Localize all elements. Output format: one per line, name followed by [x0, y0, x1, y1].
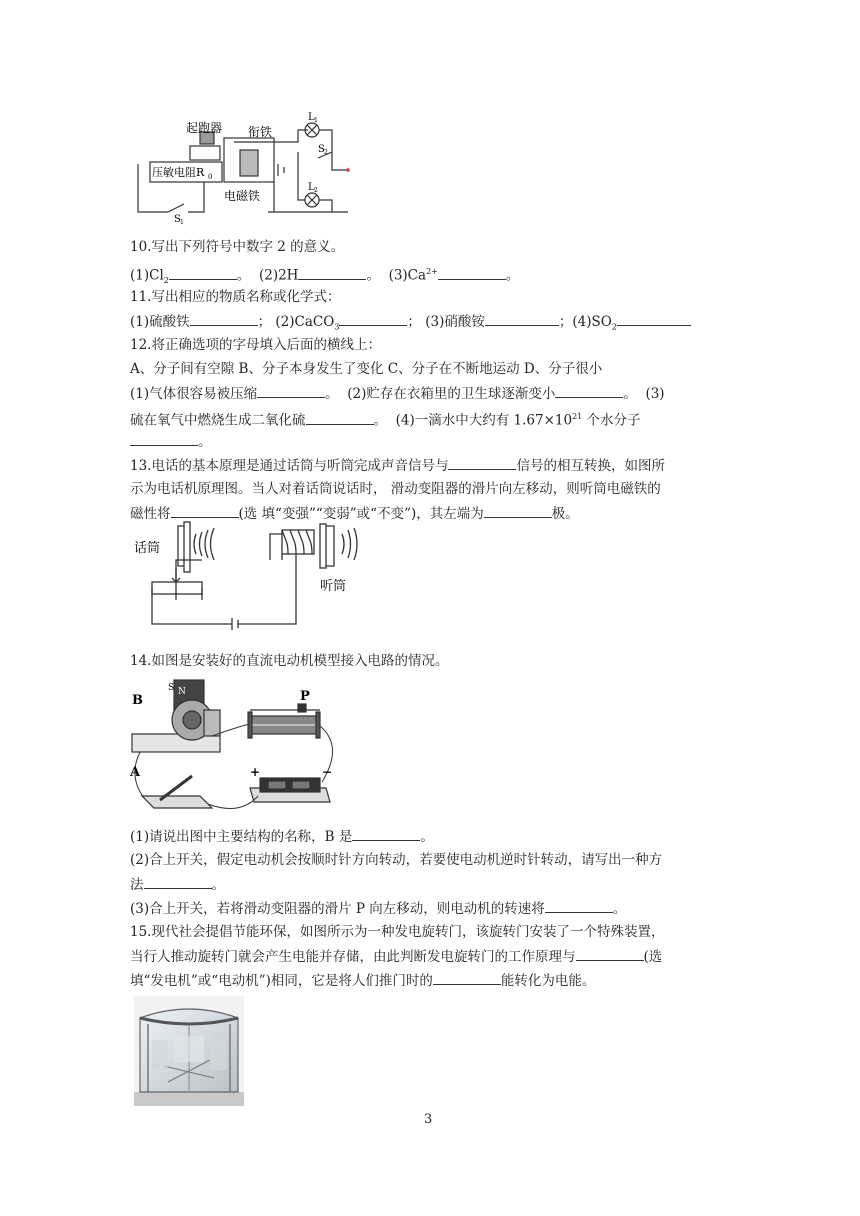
- label-S1-sub: 1: [180, 219, 184, 224]
- label-P: P: [300, 689, 310, 704]
- label-minus: −: [322, 765, 333, 779]
- label-resistor-sub: 0: [208, 173, 213, 181]
- q10-stem: 10.写出下列符号中数字 2 的意义。: [130, 239, 345, 255]
- label-L2-sub: 2: [314, 187, 318, 194]
- page-number: 3: [424, 1112, 433, 1127]
- q14-part1: (1)请说出图中主要结构的名称，B 是 。: [130, 826, 434, 847]
- label-N: N: [178, 687, 186, 697]
- revolving-door-photo: [134, 996, 244, 1106]
- q12-options: A、分子间有空隙 B、分子本身发生了变化 C、分子在不断地运动 D、分子很小: [130, 361, 603, 377]
- q12-parts-c: 。: [130, 431, 212, 452]
- dc-motor-figure: [130, 676, 360, 812]
- q14-part3: (3)合上开关，若将滑动变阻器的滑片 P 向左移动，则电动机的转速将 。: [130, 898, 626, 919]
- q13-line3: 磁性将 (选 填“变强”“变弱”或“不变”)，其左端为 极。: [130, 503, 579, 524]
- label-L2: L: [308, 182, 315, 193]
- label-qipaoqi: 起跑器: [186, 121, 223, 135]
- q12-parts-b: 硫在氧气中燃烧生成二氧化硫 。 (4)一滴水中大约有 $1.67\times 10^{21}$ 个水分子: [130, 407, 641, 431]
- telephone-circuit-figure: [132, 520, 372, 632]
- label-resistor: 压敏电阻R: [152, 166, 205, 179]
- q14-part2: (2)合上开关，假定电动机会按顺时针方向转动，若要使电动机逆时针转动，请写出一种方: [130, 852, 663, 868]
- q12-parts-a: (1)气体很容易被压缩 。 (2)贮存在衣箱里的卫生球逐渐变小 。 (3): [130, 383, 665, 404]
- label-xiantie: 衔铁: [248, 125, 273, 139]
- starter-circuit-figure: [128, 112, 354, 224]
- label-S2-sub: 2: [324, 149, 328, 156]
- q13-line2: 示为电话机原理图。当人对着话筒说话时， 滑动变阻器的滑片向左移动，则听筒电磁铁的: [130, 481, 661, 497]
- q15-line3: 填“发电机”或“电动机”)相同，它是将人们推门时的 能转化为电能。: [130, 970, 595, 991]
- label-mic: 话筒: [134, 541, 161, 556]
- q11-parts: (1)硫酸铁 ； (2)CaCO$_3$ ； (3)硝酸铵 ；$(4)SO_2$: [130, 311, 691, 338]
- label-plus: +: [250, 765, 261, 779]
- q10-parts: $(1)Cl_2$ 。 (2)2H 。 $(3)Ca^{2+}$ 。: [130, 262, 519, 291]
- q15-line1: 15.现代社会提倡节能环保，如图所示为一种发电旋转门，该旋转门安装了一个特殊装置，: [130, 924, 665, 940]
- q11-stem: 11.写出相应的物质名称或化学式：: [130, 289, 341, 305]
- q15-line2: 当行人推动旋转门就会产生电能并存储，由此判断发电旋转门的工作原理与 (选: [130, 946, 662, 967]
- q13-line1: 13.电话的基本原理是通过话筒与听筒完成声音信号与 信号的相互转换，如图所: [130, 455, 665, 476]
- q14-part2-cont: 法 。: [130, 874, 225, 895]
- label-A: A: [130, 765, 141, 780]
- q12-stem: 12.将正确选项的字母填入后面的横线上：: [130, 337, 381, 353]
- label-L1: L: [308, 112, 315, 123]
- label-S: S: [168, 683, 175, 693]
- label-L1-sub: 1: [314, 117, 318, 124]
- label-receiver: 听筒: [320, 579, 347, 594]
- q14-stem: 14.如图是安装好的直流电动机模型接入电路的情况。: [130, 653, 449, 669]
- label-B: B: [132, 693, 143, 708]
- label-electromagnet: 电磁铁: [224, 189, 261, 203]
- label-S2: S: [318, 144, 325, 155]
- label-S1: S: [174, 214, 181, 224]
